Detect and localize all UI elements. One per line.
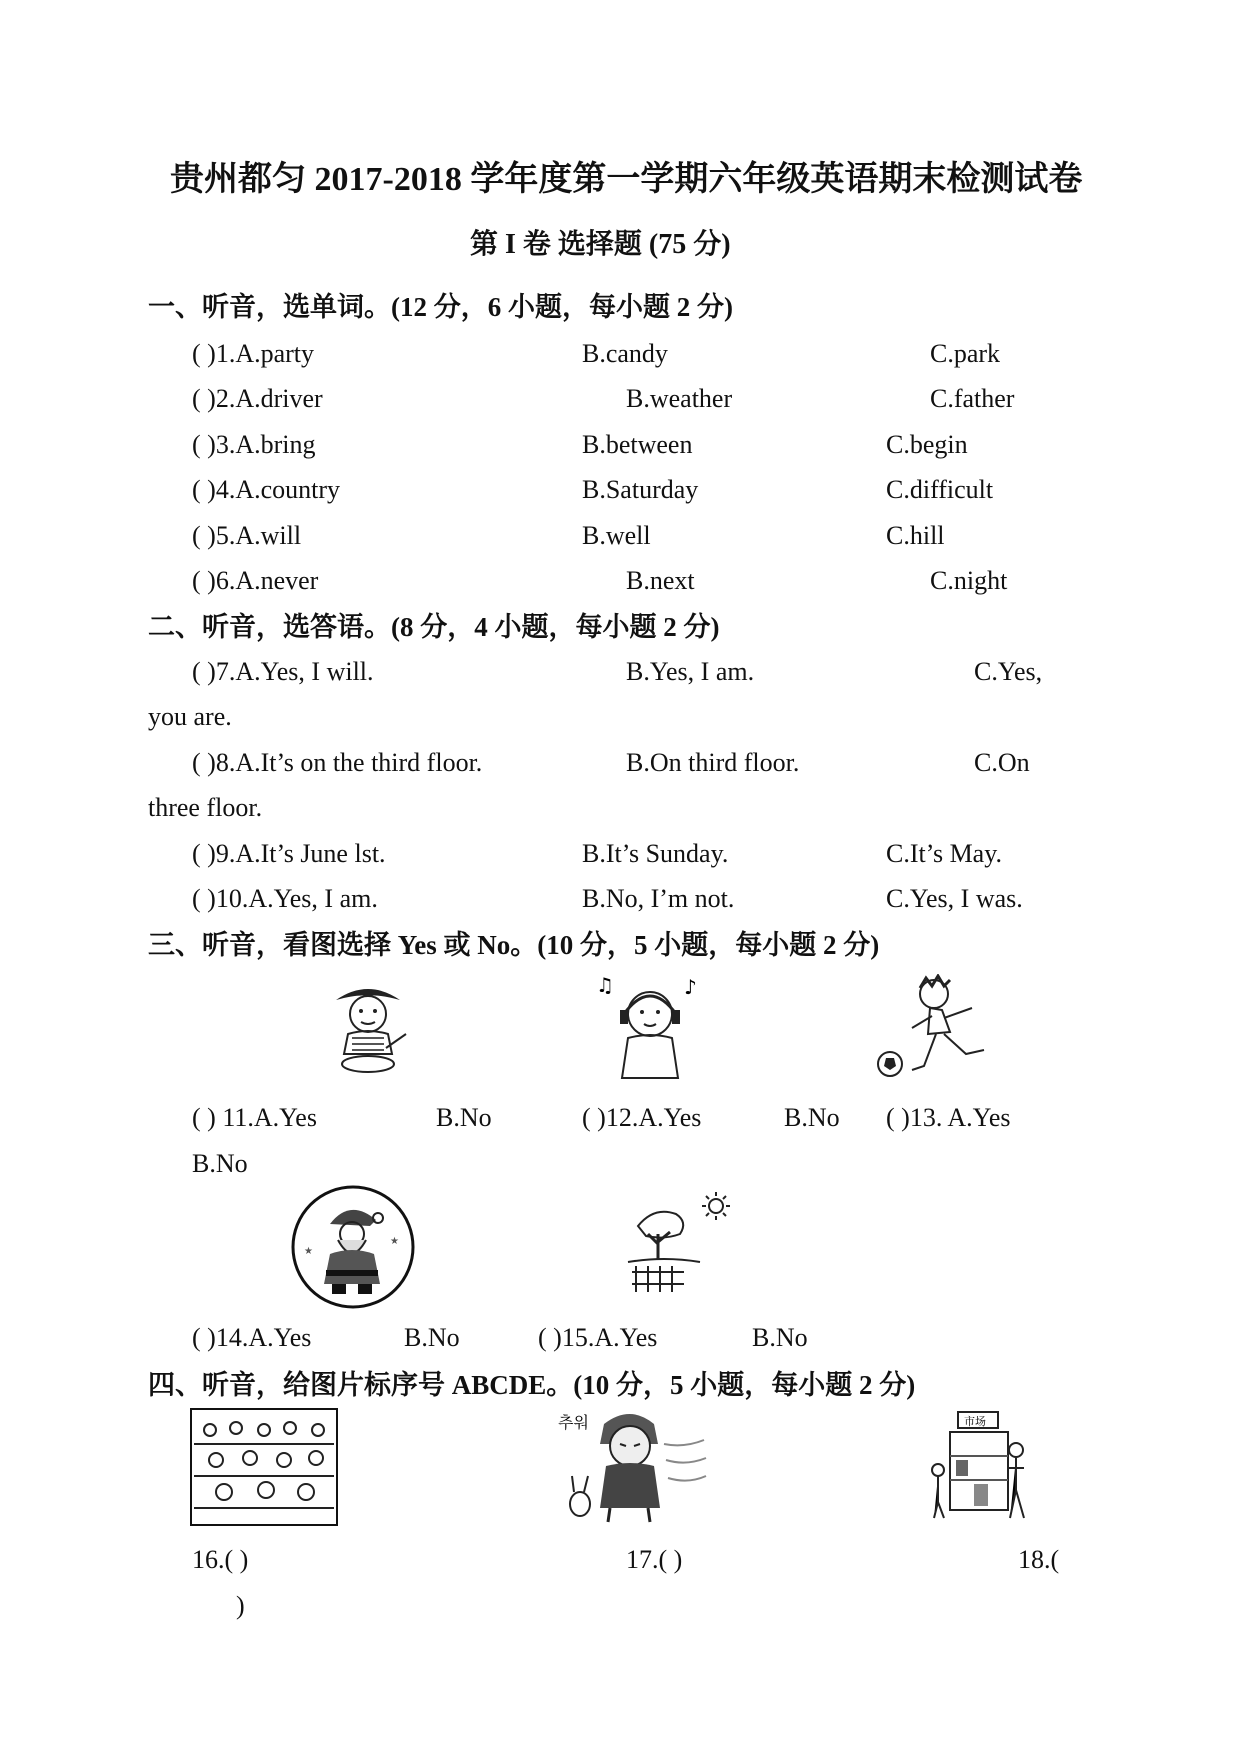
picture-tree-and-sun — [624, 1188, 736, 1298]
svg-text:★: ★ — [304, 1246, 313, 1257]
svg-text:★: ★ — [390, 1236, 399, 1247]
question-stem: ( )8.A.It’s on the third floor. — [192, 748, 483, 777]
option-c: C.father — [930, 384, 1015, 413]
question-stem: ( )10.A.Yes, I am. — [192, 884, 378, 913]
picture-audience — [190, 1408, 338, 1526]
picture-boy-eating-noodles — [318, 978, 418, 1078]
question-14-stem: ( )14.A.Yes — [192, 1323, 312, 1352]
picture-boy-playing-football — [876, 974, 996, 1084]
picture-text-market: 市场 — [964, 1415, 986, 1428]
option-c-continued: three floor. — [148, 793, 263, 822]
question-stem: ( )2.A.driver — [192, 384, 323, 413]
picture-market — [928, 1410, 1032, 1522]
option-c: C.hill — [886, 521, 945, 550]
question-stem: ( )7.A.Yes, I will. — [192, 657, 374, 686]
option-c: C.begin — [886, 430, 968, 459]
question-12-stem: ( )12.A.Yes — [582, 1103, 702, 1132]
part-title: 第 I 卷 选择题 (75 分) — [470, 229, 731, 260]
picture-girl-listening-music — [592, 972, 708, 1084]
question-15-stem: ( )15.A.Yes — [538, 1323, 658, 1352]
option-b: B.candy — [582, 339, 668, 368]
page-title: 贵州都匀 2017-2018 学年度第一学期六年级英语期末检测试卷 — [170, 161, 1083, 198]
question-18-answer: 18.( — [1018, 1545, 1060, 1574]
option-c: C.night — [930, 566, 1008, 595]
option-b: B.Yes, I am. — [626, 657, 755, 686]
question-12-option-b: B.No — [784, 1103, 840, 1132]
question-stem: ( )6.A.never — [192, 566, 319, 595]
picture-text-korean: 추워 — [558, 1413, 589, 1432]
option-c: C.It’s May. — [886, 839, 1003, 868]
option-c: C.park — [930, 339, 1001, 368]
question-13-option-b: B.No — [192, 1149, 248, 1178]
question-11-stem: ( ) 11.A.Yes — [192, 1103, 317, 1132]
question-13-stem: ( )13. A.Yes — [886, 1103, 1011, 1132]
option-b: B.next — [626, 566, 695, 595]
option-b: B.Saturday — [582, 475, 699, 504]
section-2-heading: 二、听音，选答语。(8 分，4 小题，每小题 2 分) — [148, 612, 720, 642]
question-17-answer: 17.( ) — [626, 1545, 683, 1574]
option-c: C.Yes, I was. — [886, 884, 1023, 913]
option-b: B.well — [582, 521, 651, 550]
option-c: C.Yes, — [974, 657, 1043, 686]
option-b: B.between — [582, 430, 693, 459]
option-b: B.No, I’m not. — [582, 884, 735, 913]
section-3-heading: 三、听音，看图选择 Yes 或 No。(10 分，5 小题，每小题 2 分) — [148, 930, 880, 960]
section-4-heading: 四、听音，给图片标序号 ABCDE。(10 分，5 小题，每小题 2 分) — [148, 1370, 916, 1400]
picture-santa-claus — [290, 1184, 416, 1310]
picture-girl-in-cold — [554, 1404, 710, 1526]
question-14-option-b: B.No — [404, 1323, 460, 1352]
option-c: C.On — [974, 748, 1030, 777]
question-stem: ( )5.A.will — [192, 521, 302, 550]
question-stem: ( )1.A.party — [192, 339, 315, 368]
question-11-option-b: B.No — [436, 1103, 492, 1132]
svg-text:♫: ♫ — [596, 973, 614, 997]
question-16-answer: 16.( ) — [192, 1545, 249, 1574]
option-b: B.weather — [626, 384, 733, 413]
question-15-option-b: B.No — [752, 1323, 808, 1352]
question-18-answer-continued: ) — [236, 1591, 245, 1620]
section-1-heading: 一、听音，选单词。(12 分，6 小题，每小题 2 分) — [148, 292, 733, 322]
option-c-continued: you are. — [148, 702, 232, 731]
svg-text:♪: ♪ — [684, 975, 697, 999]
option-c: C.difficult — [886, 475, 994, 504]
question-stem: ( )3.A.bring — [192, 430, 316, 459]
option-b: B.On third floor. — [626, 748, 800, 777]
question-stem: ( )4.A.country — [192, 475, 341, 504]
question-stem: ( )9.A.It’s June lst. — [192, 839, 386, 868]
option-b: B.It’s Sunday. — [582, 839, 729, 868]
